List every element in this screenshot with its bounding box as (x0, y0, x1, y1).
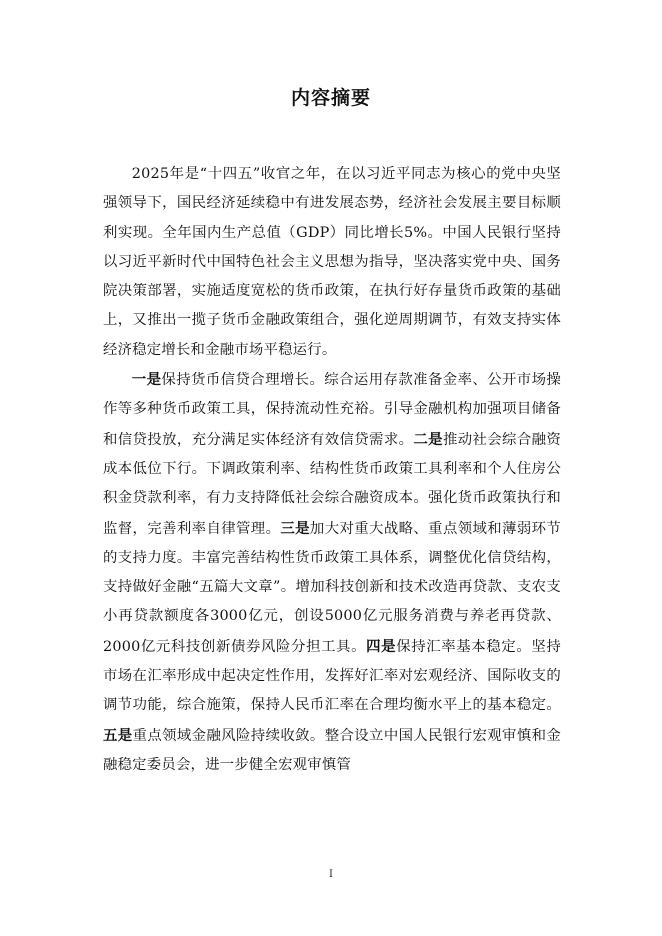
page-title: 内容摘要 (290, 87, 371, 109)
point-lead-4: 四是 (366, 637, 397, 655)
point-lead-2: 二是 (413, 430, 443, 448)
paragraph-intro: 2025年是“十四五”收官之年，在以习近平同志为核心的党中央坚强领导下，国民经济延续稳中有进发展态势，经济社会发展主要目标顺利实现。全年国内生产总值（GDP）同比增长5%。中国人民银行坚持以习近平新时代中国特色社会主义思想为指导，坚决落实党中央、国务院决策部署，实施适度宽松的货币政策，在执行好存量货币政策的基础上，又推出一揽子货币金融政策组合，强化逆周期调节，有效支持实体经济稳定增长和金融市场平稳运行。 (103, 166, 561, 358)
point-lead-3: 三是 (280, 519, 310, 537)
point-text-3: 加大对重大战略、重点领域和薄弱环节的支持力度。丰富完善结构性货币政策工具体系，调整优化信贷结构，支持做好金融“五篇大文章”。增加科技创新和技术改造再贷款、支农支小再贷款额度各3000亿元，创设5000亿元服务消费与养老再贷款、2000亿元科技创新债券风险分担工具。 (103, 520, 561, 655)
point-lead-1: 一是 (131, 371, 162, 389)
point-text-5: 重点领域金融风险持续收敛。整合设立中国人民银行宏观审慎和金融稳定委员会，进一步健全宏观审慎管 (103, 727, 561, 773)
paragraph-policy-points (103, 365, 561, 780)
point-lead-5: 五是 (103, 726, 133, 744)
point-text-2: 推动社会综合融资成本低位下行。下调政策利率、结构性货币政策工具利率和个人住房公积金贷款利率，有力支持降低社会综合融资成本。强化货币政策执行和监督，完善利率自律管理。 (103, 431, 561, 537)
document-body (103, 160, 561, 780)
point-text-1: 保持货币信贷合理增长。综合运用存款准备金率、公开市场操作等多种货币政策工具，保持流动性充裕。引导金融机构加强项目储备和信贷投放，充分满足实体经济有效信贷需求。 (103, 372, 562, 448)
page-number: I (329, 869, 333, 880)
point-text-4: 保持汇率基本稳定。坚持市场在汇率形成中起决定性作用，发挥好汇率对宏观经济、国际收支的调节功能，综合施策，保持人民币汇率在合理均衡水平上的基本稳定。 (103, 638, 561, 714)
